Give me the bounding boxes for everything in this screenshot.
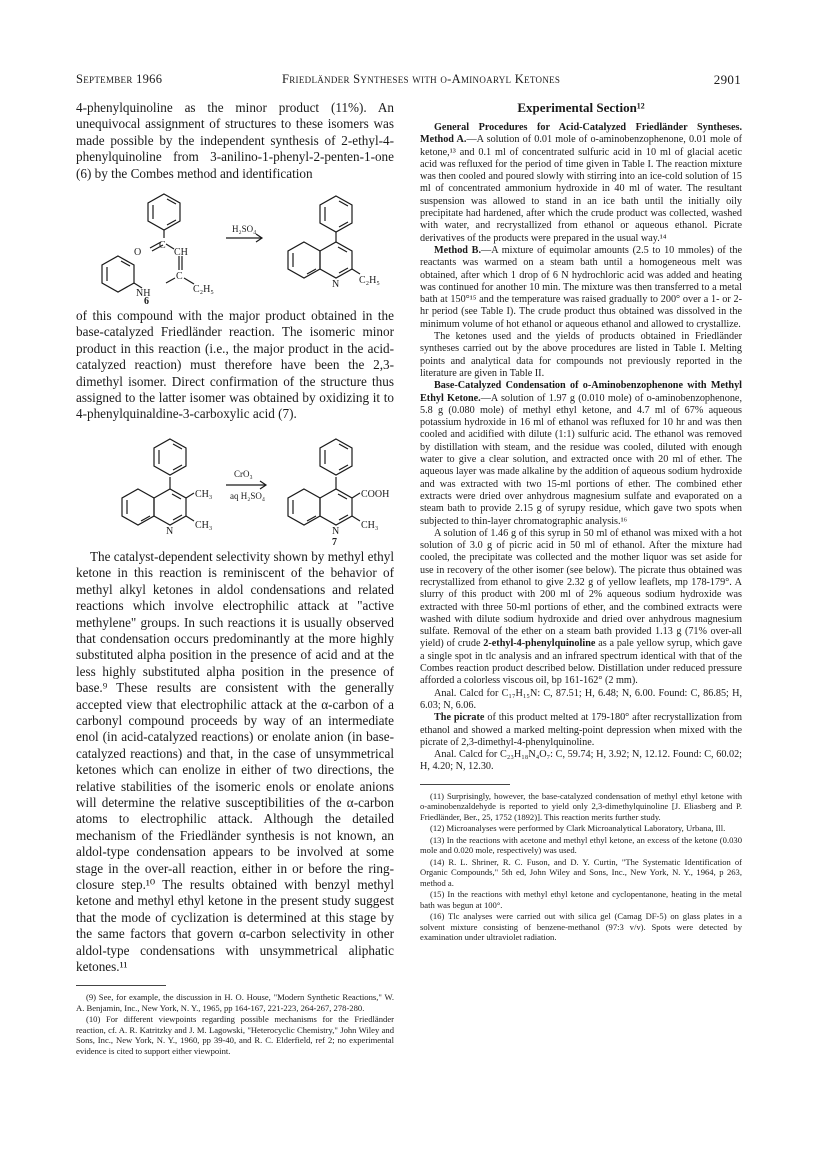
heading-picrate: The picrate bbox=[434, 712, 485, 724]
text-base-catalyzed: —A solution of 1.97 g (0.010 mole) of o-aminobenzophenone, 5.8 g (0.080 mole) of methyl ethyl ketone, and 4.7 ml of 67% aqueous potassium hydroxide in 16 ml of ethanol was refluxed for 10 hr and was then cooled and acidified with dilute (1:1) sulfuric acid. The ethanol was removed by distillation with steam, and the residue was cooled, diluted with enough water to give a clear solution, and extracted once with 20 ml of ether. The aqueous layer was made alkaline by the addition of aqueous sodium hydroxide and was extracted with two 15-ml portions of ether. The combined ether extracts were dried over anhydrous magnesium sulfate and evaporated on a steam bath to provide 2.15 g of syrupy residue, which gave two spots when subjected to thin-layer chromatographic analysis.¹⁶ bbox=[420, 392, 742, 527]
reaction-scheme-oxidation bbox=[76, 427, 394, 545]
heading-method-b: Method B. bbox=[434, 244, 482, 256]
label-n-reactant: N bbox=[166, 525, 174, 537]
text-solution: A solution of 1.46 g of this syrup in 50 ml of ethanol was mixed with a hot solution of 3.0 g of picric acid in 50 ml of ethanol. After the mixture had cooled, the precipitate was collected and the mother liquor was set aside for use in recovery of the other isomer (see below). The picrate thus obtained was recrystallized from ethanol to give 2.32 g of yellow leaflets, mp 178-179°. A slurry of this product with 200 ml of 2% aqueous sodium hydroxide was extracted with three 50-ml portions of ether, and the combined extracts were washed with dilute sodium hydroxide and dried over anhydrous magnesium sulfate. Removal of the ether on a steam bath provided 1.13 g (71% over-all yield) of crude bbox=[420, 527, 742, 650]
label-c2h5-product: C₂H₅ bbox=[359, 275, 380, 287]
paragraph-method-b bbox=[420, 245, 742, 331]
paragraph-picrate bbox=[420, 712, 742, 749]
heading-base-catalyzed: Base-Catalyzed Condensation of o-Aminobenzophenone with Methyl Ethyl Ketone. bbox=[420, 380, 742, 404]
reagent-aq-h2so4: aq H₂SO₄ bbox=[230, 490, 266, 501]
text-picrate: of this product melted at 179-180° after recrystallization from ethanol and showed a marked melting-point depression when mixed with the picrate of 2,3-dimethyl-4-phenylquinoline. bbox=[420, 712, 743, 748]
footnote-10: (10) For different viewpoints regarding possible mechanisms for the Friedländer reaction, cf. A. R. Katritzky and J. M. Lagowski, "Heterocyclic Chemistry," John Wiley and Sons, Inc., New York, N. Y., 1960, pp 39-40, and R. C. Elderfield, ref 2; no experimental evidence is cited to support either viewpoint. bbox=[76, 1014, 394, 1056]
footnote-13: (13) In the reactions with acetone and methyl ethyl ketone, an excess of the ketone (0.030 mole and 0.020 mole, respectively) was used. bbox=[420, 834, 742, 856]
paragraph-assignment: of this compound with the major product obtained in the base-catalyzed Friedländer reaction. The isomeric minor product in this reaction (i.e., the major product in the acid-catalyzed reaction) must therefore have been the 2,3-dimethyl isomer. Direct confirmation of the structure thus assigned to the latter isomer was obtained by oxidizing it to 4-phenylquinaldine-3-carboxylic acid (7). bbox=[76, 308, 394, 422]
label-c2h5: C₂H₅ bbox=[193, 284, 214, 296]
header-title: Friedländer Syntheses with o-Aminoaryl Ketones bbox=[282, 72, 561, 86]
analysis-1: Anal. Calcd for C₁₇H₁₅N: C, 87.51; H, 6.48; N, 6.00. Found: C, 86.85; H, 6.03; N, 6.06. bbox=[420, 687, 742, 711]
label-o: O bbox=[134, 247, 142, 259]
label-c2: C bbox=[176, 271, 183, 283]
label-ch: CH bbox=[174, 247, 188, 259]
reagent-h2so4: H₂SO₄ bbox=[232, 224, 257, 235]
label-cooh: COOH bbox=[361, 488, 390, 500]
label-ch3-b: CH₃ bbox=[195, 519, 213, 531]
heading-general-procedures: General Procedures for Acid-Catalyzed Friedländer Syntheses. Method A. bbox=[420, 122, 742, 146]
paragraph-base-catalyzed bbox=[420, 380, 742, 528]
paragraph-picrate-prep bbox=[420, 528, 742, 688]
footnote-rule-right bbox=[420, 784, 510, 785]
page-number: 2901 bbox=[713, 72, 741, 87]
left-column bbox=[76, 100, 394, 1057]
running-header bbox=[76, 72, 741, 90]
reaction-scheme-combes bbox=[76, 186, 394, 304]
compound-number-7: 7 bbox=[332, 536, 337, 545]
footnote-14: (14) R. L. Shriner, R. C. Fuson, and D. Y. Curtin, "The Systematic Identification of Organic Compounds," 5th ed, John Wiley and Sons, Inc., New York, N. Y., 1964, p 263, method a. bbox=[420, 856, 742, 888]
reagent-cro3: CrO₃ bbox=[234, 468, 253, 479]
text-method-b: —A mixture of equimolar amounts (2.5 to 10 mmoles) of the reactants was warmed on a steam bath until a homogeneous melt was obtained, after which 1 drop of 6 N hydrochloric acid was added and heating was continued for another 10 min. The mixture was then transferred to a metal bath at 150°¹⁵ and the temperature was raised gradually to 200° over a 1- or 2-hr period (see Table I). The crude product thus obtained was dissolved in the minimum volume of hot ethanol or aqueous ethanol and allowed to crystallize. bbox=[420, 244, 742, 330]
footnote-9: (9) See, for example, the discussion in H. O. House, "Modern Synthetic Reactions," W. A. Benjamin, Inc., New York, N. Y., 1965, pp 164-167, 221-223, 264-267, 278-280. bbox=[76, 992, 394, 1013]
label-nh: NH bbox=[136, 288, 151, 300]
text-method-a: —A solution of 0.01 mole of o-aminobenzophenone, 0.01 mole of ketone,¹³ and 0.1 ml of concentrated sulfuric acid in 10 ml of glacial acetic acid was refluxed for the period of time given in Table I. The reaction mixture was then cooled and poured slowly with stirring into an ice-cold solution of 15 ml of concentrated ammonium hydroxide in 40 ml of water. The resultant suspension was allowed to stand in an ice bath until the initially oily precipitate had hardened, after which the crude product was collected, washed with water, and recrystallized from ethanol or aqueous ethanol. Picrate derivatives of the products were prepared in the usual way.¹⁴ bbox=[420, 134, 742, 244]
footnote-11: (11) Surprisingly, however, the base-catalyzed condensation of methyl ethyl ketone with o-aminobenzaldehyde is reported to yield only 2,3-dimethylquinoline [J. Eliasberg and P. Friedländer, Ber., 25, 1752 (1892)]. This reaction merits further study. bbox=[420, 790, 742, 822]
footnote-12: (12) Microanalyses were performed by Clark Microanalytical Laboratory, Urbana, Ill. bbox=[430, 823, 726, 834]
footnote-rule bbox=[76, 985, 166, 986]
paragraph-method-a bbox=[420, 122, 742, 245]
label-n-product: N bbox=[332, 525, 340, 537]
footnote-15: (15) In the reactions with methyl ethyl ketone and cyclopentanone, heating in the metal bath was begun at 100°. bbox=[420, 889, 742, 910]
product-name: 2-ethyl-4-phenylquinoline bbox=[483, 638, 596, 650]
label-ch3-a: CH₃ bbox=[195, 488, 213, 500]
compound-number-6: 6 bbox=[144, 296, 149, 305]
label-ch3-c: CH₃ bbox=[361, 519, 379, 531]
right-column bbox=[420, 100, 742, 944]
paragraph-intro: 4-phenylquinoline as the minor product (11%). An unequivocal assignment of structures to these isomers was made possible by the independent synthesis of 2-ethyl-4-phenylquinoline from 3-anilino-1-phenyl-2-penten-1-one (6) by the Combes method and identification bbox=[76, 100, 394, 181]
label-c: C bbox=[159, 240, 166, 252]
analysis-2: Anal. Calcd for C₂₃H₁₈N₄O₇: C, 59.74; H, 3.92; N, 12.12. Found: C, 60.02; H, 4.20; N, 12.30. bbox=[420, 749, 742, 773]
paragraph-discussion: The catalyst-dependent selectivity shown by methyl ethyl ketone in this reaction is reminiscent of the behavior of methyl alkyl ketones in aldol condensations and related reactions which involve electrophilic attack at "active methylene" groups. In such reactions it is usually observed that condensation occurs predominantly at the more highly substituted alpha position in the presence of acid and at the less highly substituted alpha position in the presence of base.⁹ These results are consistent with the generally accepted view that electrophilic attack at the α-carbon of a carbonyl compound proceeds by way of an intermediate enol (in acid-catalyzed reactions) or enolate anion (in base-catalyzed reactions) and that, in the case of unsymmetrical ketones which can enolize in either of two directions, the relative stabilities of the isomeric enols or enolate anions will determine the relative susceptibilities of the α-carbon atoms to electrophilic attack. Although the detailed mechanism of the Friedländer synthesis is not known, an aldol-type condensation appears to be involved at some stage in the over-all reaction, either in or before the ring-closure step.¹⁰ The results obtained with benzyl methyl ketone and methyl ethyl ketone in the present study suggest that the mode of cyclization is determined at this stage by the same factors that govern α-carbon selectivity in other aldol-type condensations with unsymmetrical aliphatic ketones.¹¹ bbox=[76, 548, 394, 975]
footnotes-right bbox=[420, 791, 742, 943]
paragraph-ketones: The ketones used and the yields of products obtained in Friedländer syntheses carried out by the above procedures are listed in Table I. Melting points and analytical data for compounds not previously reported in the literature are given in Table II. bbox=[420, 331, 742, 379]
label-n: N bbox=[332, 279, 340, 291]
footnote-16: (16) Tlc analyses were carried out with silica gel (Camag DF-5) on glass plates in a solvent mixture consisting of benzene-methanol (97:3 v/v). Spots were detected by examination under ultraviolet radiation. bbox=[420, 911, 742, 943]
text-solution-2: as a pale yellow syrup, which gave a single spot in tlc analysis and an infrared spectrum identical with that of the Combes reaction product described below. Distillation under reduced pressure afforded a colorless viscous oil, bp 161-162° (2 mm). bbox=[420, 638, 743, 687]
section-title-experimental: Experimental Section¹² bbox=[517, 100, 645, 115]
footnotes-left bbox=[76, 992, 394, 1056]
header-date: September 1966 bbox=[76, 72, 163, 86]
